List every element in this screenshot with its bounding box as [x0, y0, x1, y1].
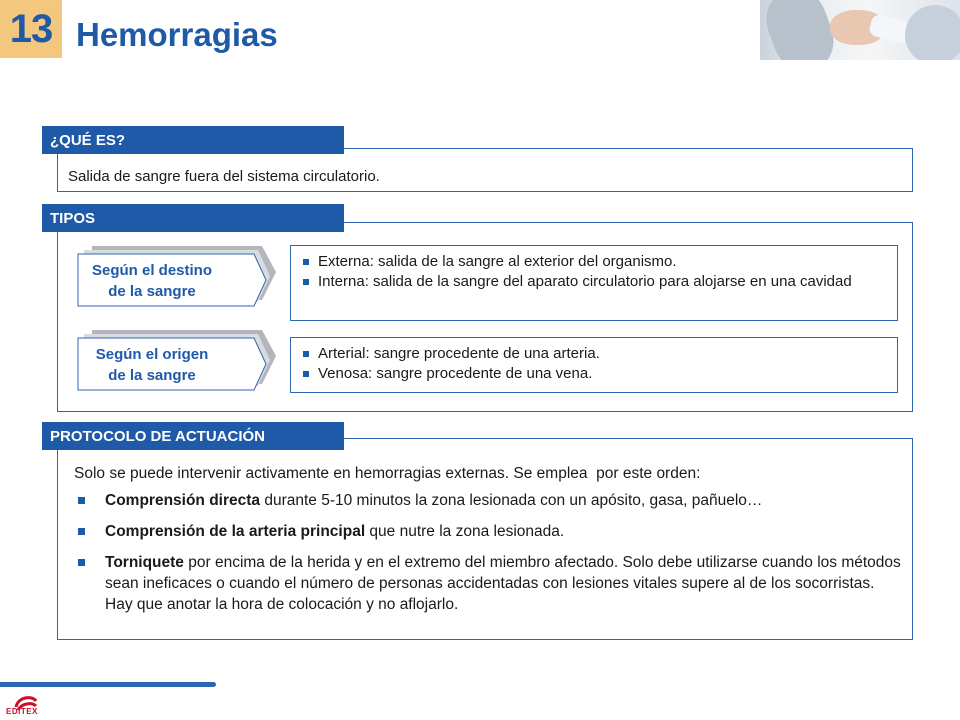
- editex-logo-text: EDITEX: [6, 707, 38, 716]
- protocolo-label: PROTOCOLO DE ACTUACIÓN: [42, 422, 344, 450]
- destino-tab: [0, 240, 290, 312]
- square-bullet-icon: [78, 559, 85, 566]
- protocolo-item-2: [105, 521, 564, 542]
- page-title: Hemorragias: [76, 16, 278, 53]
- list-item: [303, 364, 887, 384]
- protocolo-item-2-bold: Comprensión de la arteria principal: [105, 523, 366, 540]
- list-item: [78, 521, 904, 542]
- protocolo-item-1-rest: durante 5-10 minutos la zona lesionada con un apósito, gasa, pañuelo…: [260, 492, 763, 509]
- list-item: [78, 552, 904, 615]
- destino-title-line2: de la sangre: [108, 283, 196, 300]
- tipos-label: TIPOS: [42, 204, 344, 232]
- origen-box: [290, 337, 898, 393]
- que-es-text: Salida de sangre fuera del sistema circulatorio.: [68, 168, 380, 185]
- protocolo-intro: Solo se puede intervenir activamente en hemorragias externas. Se emplea por este orden:: [74, 465, 701, 482]
- square-bullet-icon: [78, 528, 85, 535]
- origen-title-line1: Según el origen: [95, 346, 209, 363]
- destino-title-line1: Según el destino: [91, 262, 212, 279]
- protocolo-list: [78, 490, 904, 615]
- list-item: [303, 252, 887, 272]
- protocolo-panel: [57, 438, 913, 640]
- protocolo-item-3-bold: Torniquete: [105, 554, 184, 571]
- origen-title: [78, 344, 226, 386]
- header-photo: [760, 0, 960, 60]
- square-bullet-icon: [303, 279, 309, 285]
- destino-item-externa: Externa: salida de la sangre al exterior del organismo.: [318, 253, 677, 270]
- que-es-panel: [57, 148, 913, 192]
- protocolo-item-3: [105, 552, 904, 615]
- list-item: [78, 490, 904, 511]
- origen-title-line2: de la sangre: [108, 367, 196, 384]
- list-item: [303, 344, 887, 364]
- destino-item-interna: Interna: salida de la sangre del aparato circulatorio para alojarse en una cavidad: [318, 273, 852, 290]
- destino-title: [78, 260, 226, 302]
- destino-box: [290, 245, 898, 321]
- origen-tab: [0, 324, 290, 396]
- origen-item-venosa: Venosa: sangre procedente de una vena.: [318, 365, 593, 382]
- chapter-number: 13: [0, 0, 62, 58]
- protocolo-item-2-rest: que nutre la zona lesionada.: [365, 523, 565, 540]
- footer-rule: [0, 682, 216, 687]
- que-es-label: ¿QUÉ ES?: [42, 126, 344, 154]
- origen-item-arterial: Arterial: sangre procedente de una arteria.: [318, 345, 600, 362]
- protocolo-item-3-rest: por encima de la herida y en el extremo del miembro afectado. Solo debe utilizarse cuando los métodos sean ineficaces o cuando el número de personas accidentadas con lesiones vitales supere al de los socorristas. Hay que anotar la hora de colocación y no aflojarlo.: [105, 554, 901, 613]
- square-bullet-icon: [303, 259, 309, 265]
- protocolo-item-1: [105, 490, 762, 511]
- square-bullet-icon: [303, 351, 309, 357]
- square-bullet-icon: [303, 371, 309, 377]
- protocolo-item-1-bold: Comprensión directa: [105, 492, 261, 509]
- square-bullet-icon: [78, 497, 85, 504]
- list-item: [303, 272, 887, 292]
